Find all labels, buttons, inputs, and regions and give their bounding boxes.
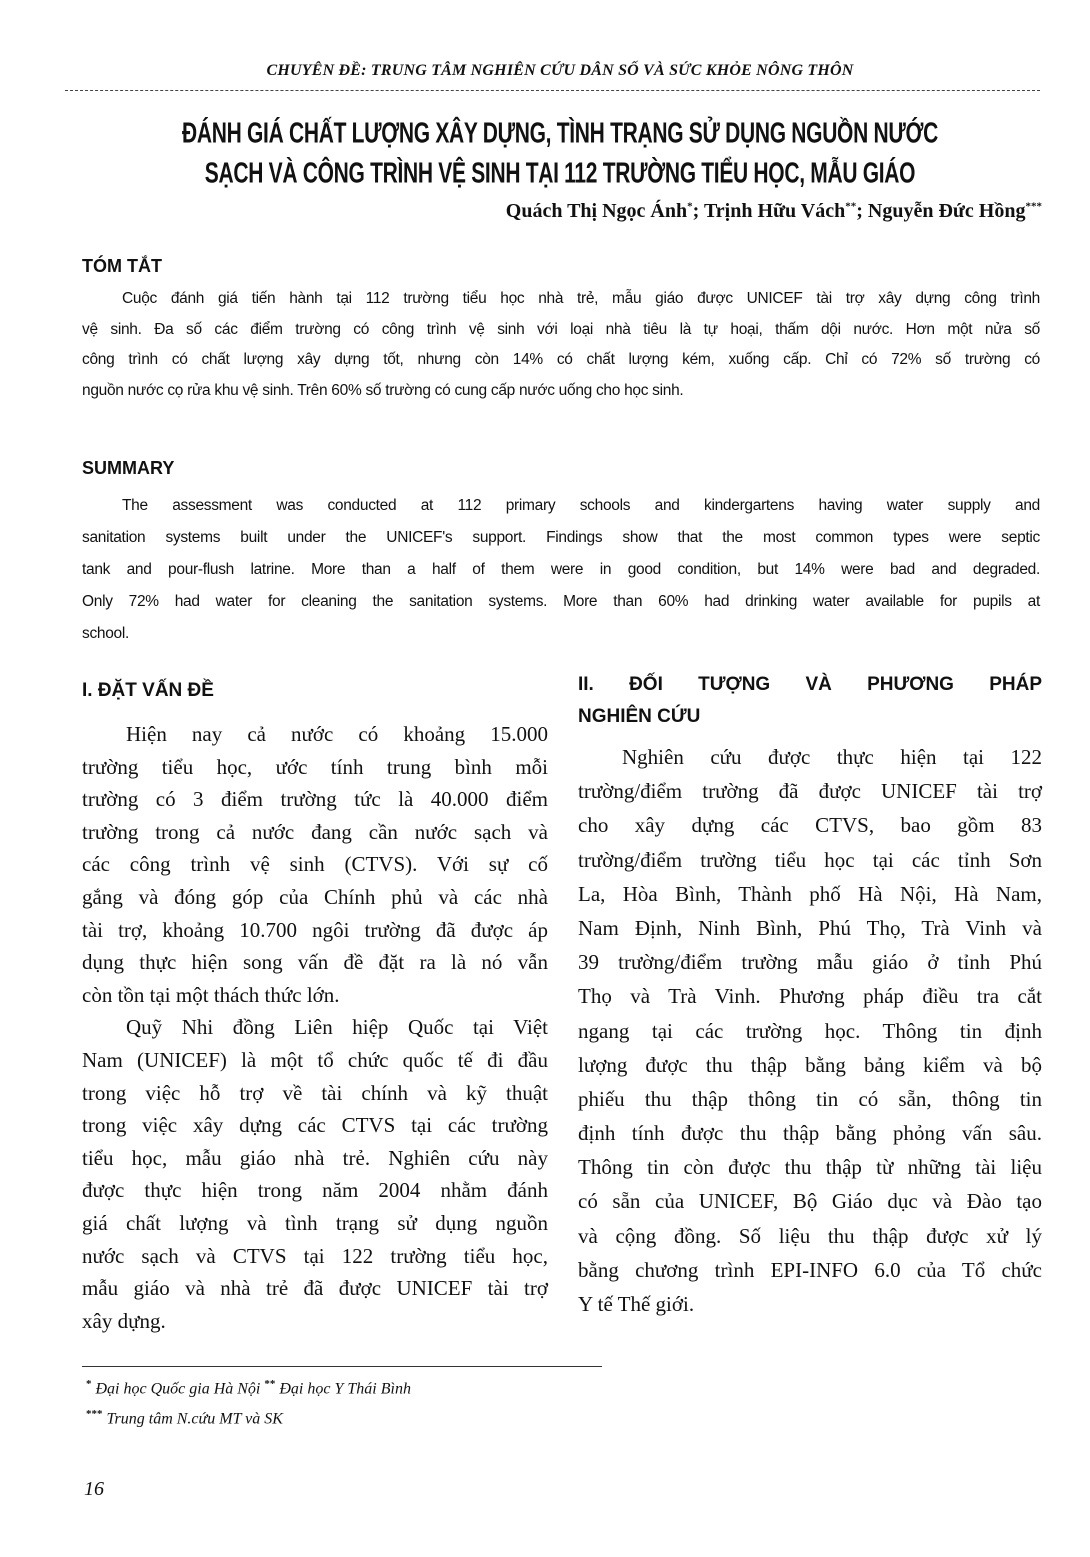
section2-heading-line-1: II. ĐỐI TƯỢNG VÀ PHƯƠNG PHÁP bbox=[578, 674, 1042, 695]
text-line: trường có 3 điểm trường tức là 40.000 điểm bbox=[82, 787, 548, 812]
paragraph bbox=[578, 740, 1042, 1321]
author-separator: ; bbox=[856, 200, 868, 222]
author-name: Quách Thị Ngọc Ánh bbox=[505, 200, 688, 222]
text-line: còn tồn tại một thách thức lớn. bbox=[82, 982, 340, 1007]
text-line: vệ sinh. Đa số các điểm trường có công trình vệ sinh với loại nhà tiêu là tự hoại, thấm dội nước. Hơn một nửa số bbox=[82, 320, 1040, 338]
text-line: Thông tin còn được thu thập từ những tài liệu bbox=[578, 1155, 1042, 1180]
affiliation-mark: ** bbox=[845, 200, 857, 213]
text-line: tài trợ, khoảng 10.700 ngôi trường đã được áp bbox=[82, 917, 548, 942]
text-line: bằng chương trình EPI-INFO 6.0 của Tổ chức bbox=[578, 1257, 1042, 1282]
tomtat-body bbox=[82, 284, 1040, 406]
text-line: công trình có chất lượng xây dựng tốt, nhưng còn 14% có chất lượng kém, xuống cấp. Chỉ có 72% số trường có bbox=[82, 351, 1040, 368]
footnote-mark: ** bbox=[264, 1378, 276, 1390]
text-line: Cuộc đánh giá tiến hành tại 112 trường tiểu học nhà trẻ, mẫu giáo được UNICEF tài trợ xây dựng công trình bbox=[122, 290, 1040, 307]
text-line: Only 72% had water for cleaning the sanitation systems. More than 60% had drinking water available for pupils at bbox=[82, 593, 1040, 610]
text-line: Nghiên cứu được thực hiện tại 122 bbox=[622, 745, 1042, 769]
text-line: trường tiểu học, ước tính trung bình mỗi bbox=[82, 754, 548, 779]
text-line: và cộng đồng. Số liệu thu thập được xử lý bbox=[578, 1223, 1042, 1248]
author-name: Nguyễn Đức Hồng bbox=[867, 200, 1026, 222]
footnote-text: Trung tâm N.cứu MT và SK bbox=[102, 1410, 283, 1428]
text-line: xây dựng. bbox=[82, 1308, 166, 1333]
footnote-mark: * bbox=[86, 1378, 92, 1390]
text-line: tank and pour-flush latrine. More than a half of them were in good condition, but 14% were bad and degraded. bbox=[82, 561, 1040, 578]
text-line: sanitation systems built under the UNICEF's support. Findings show that the most common types were septic bbox=[82, 529, 1040, 546]
text-line: tiểu học, mẫu giáo nhà trẻ. Nghiên cứu này bbox=[82, 1145, 548, 1170]
text-line: mẫu giáo và nhà trẻ đã được UNICEF tài trợ bbox=[82, 1276, 548, 1301]
text-line: gắng và đóng góp của Chính phủ và các nhà bbox=[82, 884, 548, 909]
summary-heading: SUMMARY bbox=[82, 458, 175, 478]
text-line: phiếu thu thập thông tin có sẵn, thông tin bbox=[578, 1086, 1042, 1111]
text-line: school. bbox=[82, 625, 130, 642]
footnote-text: Đại học Quốc gia Hà Nội bbox=[91, 1380, 265, 1398]
footnote-divider bbox=[82, 1366, 602, 1367]
summary-body bbox=[82, 490, 1040, 650]
text-line: La, Hòa Bình, Thành phố Hà Nội, Hà Nam, bbox=[578, 881, 1042, 906]
running-header: CHUYÊN ĐỀ: TRUNG TÂM NGHIÊN CỨU DÂN SỐ VÀ SỨC KHỎE NÔNG THÔN bbox=[266, 62, 854, 79]
text-line: ngang tại các trường học. Thông tin định bbox=[578, 1018, 1042, 1043]
footnote-1 bbox=[86, 1378, 411, 1398]
text-line: định tính được thu thập bằng phỏng vấn sâu. bbox=[578, 1121, 1042, 1146]
section2-body bbox=[578, 740, 1042, 1321]
page-number: 16 bbox=[84, 1478, 104, 1500]
text-line: Y tế Thế giới. bbox=[578, 1292, 695, 1316]
text-line: trường/điểm trường tiểu học tại các tỉnh Sơn bbox=[578, 847, 1042, 872]
article-title-line-1: ĐÁNH GIÁ CHẤT LƯỢNG XÂY DỰNG, TÌNH TRẠNG SỬ DỤNG NGUỒN NƯỚC bbox=[182, 118, 938, 150]
text-line: Nam Định, Ninh Bình, Phú Thọ, Trà Vinh và bbox=[578, 915, 1042, 940]
author-name: Trịnh Hữu Vách bbox=[703, 200, 846, 222]
affiliation-mark: * bbox=[687, 200, 693, 213]
authors bbox=[506, 200, 1042, 223]
text-line: giá chất lượng và tình trạng sử dụng nguồn bbox=[82, 1210, 548, 1235]
text-line: Hiện nay cả nước có khoảng 15.000 bbox=[126, 722, 548, 746]
text-line: Nam (UNICEF) là một tổ chức quốc tế đi đầu bbox=[82, 1047, 548, 1072]
text-line: 39 trường/điểm trường mẫu giáo ở tỉnh Phú bbox=[578, 950, 1042, 975]
paragraph bbox=[82, 718, 548, 1011]
text-line: được thực hiện trong năm 2004 nhằm đánh bbox=[82, 1178, 548, 1203]
paragraph bbox=[82, 1011, 548, 1337]
footnote-mark: *** bbox=[86, 1408, 103, 1420]
text-line: trường/điểm trường đã được UNICEF tài trợ bbox=[578, 779, 1042, 804]
section1-body bbox=[82, 718, 548, 1337]
footnote-2 bbox=[86, 1408, 283, 1428]
text-line: cho xây dựng các CTVS, bao gồm 83 bbox=[578, 813, 1042, 838]
footnote-text: Đại học Y Thái Bình bbox=[275, 1380, 411, 1398]
text-line: nước sạch và CTVS tại 122 trường tiểu học, bbox=[82, 1243, 548, 1268]
author-separator: ; bbox=[692, 200, 704, 222]
text-line: trường trong cả nước đang cần nước sạch và bbox=[82, 819, 548, 844]
tomtat-heading: TÓM TẮT bbox=[82, 256, 162, 276]
text-line: dụng thực hiện song vấn đề đặt ra là nó vẫn bbox=[82, 950, 548, 975]
header-divider bbox=[65, 90, 1040, 91]
text-line: Quỹ Nhi đồng Liên hiệp Quốc tại Việt bbox=[126, 1015, 548, 1040]
text-line: lượng được thu thập bằng bảng kiểm và bộ bbox=[578, 1052, 1042, 1077]
text-line: các công trình vệ sinh (CTVS). Với sự cố bbox=[82, 852, 548, 877]
affiliation-mark: *** bbox=[1025, 200, 1042, 213]
text-line: nguồn nước cọ rửa khu vệ sinh. Trên 60% số trường có cung cấp nước uống cho học sinh. bbox=[82, 381, 684, 399]
text-line: trong việc hỗ trợ về tài chính và kỹ thuật bbox=[82, 1080, 548, 1105]
text-line: Thọ và Trà Vinh. Phương pháp điều tra cắt bbox=[578, 984, 1042, 1009]
text-line: The assessment was conducted at 112 primary schools and kindergartens having water supply and bbox=[122, 497, 1040, 514]
text-line: có sẵn của UNICEF, Bộ Giáo dục và Đào tạo bbox=[578, 1189, 1042, 1214]
article-title-line-2: SẠCH VÀ CÔNG TRÌNH VỆ SINH TẠI 112 TRƯỜNG TIỂU HỌC, MẪU GIÁO bbox=[204, 158, 916, 190]
section2-heading-line-2: NGHIÊN CỨU bbox=[578, 706, 701, 727]
text-line: trong việc xây dựng các CTVS tại các trường bbox=[82, 1113, 548, 1138]
section1-heading: I. ĐẶT VẤN ĐỀ bbox=[82, 680, 214, 701]
